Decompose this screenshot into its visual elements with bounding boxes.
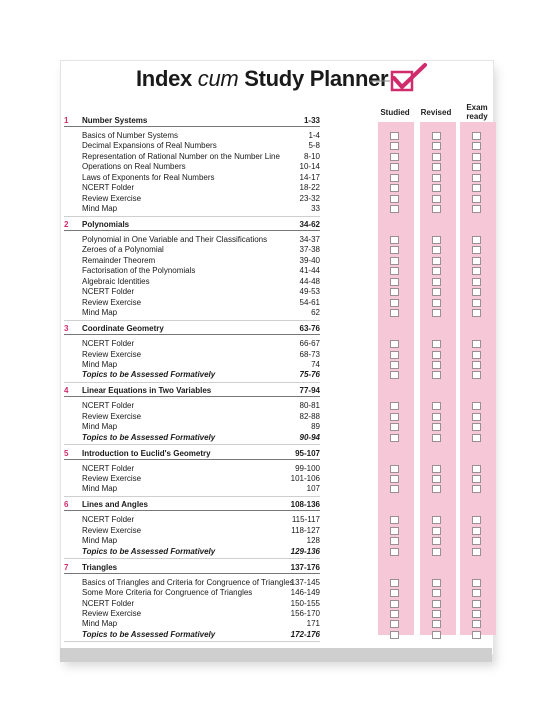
chapter-rule [64, 126, 320, 127]
entry-label: Mind Map [82, 536, 118, 546]
entry-pages: 172-176 [290, 629, 320, 639]
entry-checkbox-studied[interactable] [390, 184, 399, 192]
entry-checkbox-studied[interactable] [390, 475, 399, 483]
entry-checkbox-studied[interactable] [390, 434, 399, 442]
entry-label: NCERT Folder [82, 401, 135, 411]
entry-checkbox-exam-ready[interactable] [472, 132, 481, 140]
entry-pages: 54-61 [299, 297, 320, 307]
entry-label: Operations on Real Numbers [82, 162, 186, 172]
entry-checkbox-exam-ready[interactable] [472, 288, 481, 296]
entry-pages: 1-4 [308, 130, 320, 140]
entry-checkbox-studied[interactable] [390, 516, 399, 524]
entry-checkbox-studied[interactable] [390, 579, 399, 587]
chapter-pages: 108-136 [290, 500, 320, 510]
entry-checkbox-exam-ready[interactable] [472, 299, 481, 307]
entry-checkbox-exam-ready[interactable] [472, 402, 481, 410]
entry-checkbox-studied[interactable] [390, 600, 399, 608]
entry-label: Mind Map [82, 359, 118, 369]
entry-checkbox-revised[interactable] [432, 475, 441, 483]
entry-checkbox-studied[interactable] [390, 465, 399, 473]
entry-label: Basics of Number Systems [82, 130, 179, 140]
entry-checkbox-revised[interactable] [432, 413, 441, 421]
entry-checkbox-revised[interactable] [432, 236, 441, 244]
entry-checkbox-exam-ready[interactable] [472, 371, 481, 379]
chapter-rule [64, 510, 320, 511]
entry-pages: 34-37 [299, 235, 320, 244]
section-divider [64, 558, 320, 559]
checkbox-tick-icon [370, 62, 430, 96]
entry-checkbox-exam-ready[interactable] [472, 423, 481, 431]
entry-checkbox-studied[interactable] [390, 413, 399, 421]
entry-checkbox-revised[interactable] [432, 195, 441, 203]
entry-checkbox-revised[interactable] [432, 174, 441, 182]
entry-label: Topics to be Assessed Formatively [82, 432, 216, 442]
chapter-title: Lines and Angles [82, 500, 148, 510]
chapter-rule [64, 334, 320, 335]
entry-checkbox-revised[interactable] [432, 631, 441, 639]
entry-label: Mind Map [82, 619, 118, 629]
entry-label: Topics to be Assessed Formatively [82, 629, 216, 639]
entry-label: Review Exercise [82, 474, 142, 483]
entry-checkbox-exam-ready[interactable] [472, 195, 481, 203]
entry-pages: 68-73 [299, 349, 320, 359]
entry-checkbox-revised[interactable] [432, 620, 441, 628]
entry-label: NCERT Folder [82, 463, 135, 473]
entry-pages: 41-44 [299, 266, 320, 276]
entry-checkbox-exam-ready[interactable] [472, 361, 481, 369]
entry-checkbox-studied[interactable] [390, 620, 399, 628]
chapter-pages: 95-107 [295, 448, 320, 458]
entry-label: Topics to be Assessed Formatively [82, 370, 216, 380]
entry-checkbox-exam-ready[interactable] [472, 516, 481, 524]
entry-label: Mind Map [82, 204, 118, 214]
section-divider [64, 216, 320, 217]
entry-pages: 10-14 [299, 162, 320, 172]
entry-checkbox-exam-ready[interactable] [472, 620, 481, 628]
entry-checkbox-exam-ready[interactable] [472, 278, 481, 286]
chapter-title: Introduction to Euclid's Geometry [82, 448, 211, 458]
chapter-pages: 1-33 [303, 116, 320, 125]
entry-checkbox-exam-ready[interactable] [472, 153, 481, 161]
entry-checkbox-exam-ready[interactable] [472, 340, 481, 348]
entry-checkbox-exam-ready[interactable] [472, 142, 481, 150]
page-footer-band [60, 648, 492, 662]
chapter-number: 4 [64, 386, 69, 396]
entry-pages: 75-76 [299, 370, 320, 380]
entry-checkbox-exam-ready[interactable] [472, 475, 481, 483]
column-exam-ready: Exam ready [466, 103, 488, 121]
entry-checkbox-exam-ready[interactable] [472, 589, 481, 597]
entry-checkbox-studied[interactable] [390, 153, 399, 161]
entry-label: NCERT Folder [82, 183, 135, 193]
entry-label: Review Exercise [82, 411, 142, 421]
entry-checkbox-studied[interactable] [390, 257, 399, 265]
entry-checkbox-studied[interactable] [390, 278, 399, 286]
entry-checkbox-revised[interactable] [432, 589, 441, 597]
entry-pages: 80-81 [299, 401, 320, 411]
entry-label: NCERT Folder [82, 287, 135, 297]
entry-checkbox-revised[interactable] [432, 351, 441, 359]
entry-checkbox-studied[interactable] [390, 610, 399, 618]
title-cum: cum [197, 66, 239, 91]
title-main: Index [136, 66, 192, 91]
chapter-title: Coordinate Geometry [82, 324, 164, 334]
revised-column-strip [420, 122, 456, 635]
entry-pages: 23-32 [299, 193, 320, 203]
entry-checkbox-revised[interactable] [432, 371, 441, 379]
entry-checkbox-revised[interactable] [432, 610, 441, 618]
entry-checkbox-studied[interactable] [390, 631, 399, 639]
entry-checkbox-revised[interactable] [432, 423, 441, 431]
chapter-title: Triangles [82, 562, 118, 572]
entry-pages: 101-106 [290, 474, 320, 483]
entry-checkbox-studied[interactable] [390, 163, 399, 171]
entry-label: Review Exercise [82, 608, 142, 618]
page-title [136, 66, 388, 92]
entry-pages: 14-17 [299, 172, 320, 182]
entry-label: Mind Map [82, 422, 118, 432]
chapter-rule [64, 396, 320, 397]
entry-pages: 44-48 [299, 276, 320, 286]
entry-checkbox-exam-ready[interactable] [472, 246, 481, 254]
entry-pages: 115-117 [291, 515, 320, 525]
entry-checkbox-revised[interactable] [432, 299, 441, 307]
entry-checkbox-studied[interactable] [390, 340, 399, 348]
entry-pages: 146-149 [290, 588, 320, 598]
entry-label: Mind Map [82, 308, 118, 318]
entry-checkbox-studied[interactable] [390, 423, 399, 431]
exam-ready-column-strip [460, 122, 496, 635]
entry-checkbox-revised[interactable] [432, 278, 441, 286]
chapter-pages: 63-76 [299, 324, 320, 334]
studied-column-strip [378, 122, 414, 635]
chapter-rule [64, 573, 320, 574]
entry-checkbox-exam-ready[interactable] [472, 548, 481, 556]
entry-checkbox-exam-ready[interactable] [472, 236, 481, 244]
entry-checkbox-studied[interactable] [390, 205, 399, 213]
entry-checkbox-exam-ready[interactable] [472, 205, 481, 213]
column-revised: Revised [420, 108, 452, 117]
entry-checkbox-revised[interactable] [432, 142, 441, 150]
entry-checkbox-revised[interactable] [432, 402, 441, 410]
entry-checkbox-revised[interactable] [432, 516, 441, 524]
entry-checkbox-studied[interactable] [390, 361, 399, 369]
entry-checkbox-studied[interactable] [390, 309, 399, 317]
entry-checkbox-revised[interactable] [432, 361, 441, 369]
entry-pages: 74 [311, 359, 320, 369]
entry-checkbox-revised[interactable] [432, 537, 441, 545]
chapter-number: 5 [64, 448, 69, 458]
entry-checkbox-revised[interactable] [432, 340, 441, 348]
chapter-pages: 137-176 [290, 562, 320, 572]
entry-label: Review Exercise [82, 525, 142, 535]
entry-checkbox-revised[interactable] [432, 267, 441, 275]
entry-pages: 156-170 [290, 608, 320, 618]
entry-checkbox-studied[interactable] [390, 267, 399, 275]
entry-checkbox-revised[interactable] [432, 132, 441, 140]
entry-pages: 66-67 [299, 339, 320, 349]
section-divider [64, 320, 320, 321]
section-divider [64, 382, 320, 383]
entry-checkbox-exam-ready[interactable] [472, 465, 481, 473]
chapter-title: Number Systems [82, 116, 148, 125]
entry-pages: 137-145 [290, 577, 320, 587]
chapter-number: 2 [64, 220, 69, 230]
chapter-pages: 77-94 [299, 386, 320, 396]
entry-checkbox-exam-ready[interactable] [472, 631, 481, 639]
entry-checkbox-studied[interactable] [390, 527, 399, 535]
entry-checkbox-exam-ready[interactable] [472, 267, 481, 275]
entry-checkbox-exam-ready[interactable] [472, 413, 481, 421]
entry-checkbox-revised[interactable] [432, 309, 441, 317]
entry-label: Representation of Rational Number on the Number Line [82, 151, 280, 161]
entry-checkbox-studied[interactable] [390, 246, 399, 254]
entry-checkbox-studied[interactable] [390, 174, 399, 182]
entry-pages: 5-8 [308, 141, 320, 151]
entry-label: Some More Criteria for Congruence of Triangles [82, 588, 253, 598]
entry-checkbox-exam-ready[interactable] [472, 257, 481, 265]
entry-label: Zeroes of a Polynomial [82, 245, 164, 255]
entry-checkbox-studied[interactable] [390, 548, 399, 556]
entry-label: NCERT Folder [82, 515, 135, 525]
entry-label: Remainder Theorem [82, 255, 156, 265]
section-divider [64, 641, 320, 642]
title-rest: Study Planner [244, 66, 389, 91]
entry-label: Factorisation of the Polynomials [82, 266, 196, 276]
entry-checkbox-exam-ready[interactable] [472, 579, 481, 587]
entry-checkbox-revised[interactable] [432, 434, 441, 442]
entry-label: Polynomial in One Variable and Their Classifications [82, 235, 268, 244]
entry-pages: 39-40 [299, 255, 320, 265]
entry-label: NCERT Folder [82, 339, 135, 349]
entry-checkbox-revised[interactable] [432, 579, 441, 587]
entry-checkbox-exam-ready[interactable] [472, 537, 481, 545]
entry-checkbox-studied[interactable] [390, 132, 399, 140]
entry-checkbox-revised[interactable] [432, 600, 441, 608]
chapter-title: Polynomials [82, 220, 130, 230]
entry-checkbox-revised[interactable] [432, 288, 441, 296]
entry-checkbox-studied[interactable] [390, 589, 399, 597]
entry-checkbox-studied[interactable] [390, 351, 399, 359]
entry-checkbox-exam-ready[interactable] [472, 174, 481, 182]
entry-checkbox-exam-ready[interactable] [472, 163, 481, 171]
entry-checkbox-revised[interactable] [432, 257, 441, 265]
entry-checkbox-exam-ready[interactable] [472, 351, 481, 359]
entry-checkbox-studied[interactable] [390, 402, 399, 410]
chapter-rule [64, 459, 320, 460]
entry-checkbox-revised[interactable] [432, 184, 441, 192]
entry-pages: 99-100 [295, 463, 320, 473]
entry-checkbox-revised[interactable] [432, 465, 441, 473]
entry-pages: 62 [311, 308, 320, 318]
entry-pages: 118-127 [291, 525, 320, 535]
entry-checkbox-exam-ready[interactable] [472, 184, 481, 192]
entry-checkbox-revised[interactable] [432, 153, 441, 161]
entry-checkbox-revised[interactable] [432, 485, 441, 493]
entry-checkbox-studied[interactable] [390, 485, 399, 493]
entry-pages: 90-94 [299, 432, 320, 442]
entry-label: Decimal Expansions of Real Numbers [82, 141, 217, 151]
chapter-rule [64, 230, 320, 231]
entry-label: Mind Map [82, 484, 118, 494]
entry-checkbox-studied[interactable] [390, 236, 399, 244]
chapter-number: 3 [64, 324, 69, 334]
entry-pages: 82-88 [299, 411, 320, 421]
entry-checkbox-exam-ready[interactable] [472, 610, 481, 618]
entry-checkbox-revised[interactable] [432, 527, 441, 535]
entry-pages: 128 [306, 536, 320, 546]
entry-pages: 150-155 [290, 598, 320, 608]
entry-pages: 18-22 [299, 183, 320, 193]
chapter-number: 7 [64, 562, 69, 572]
chapter-pages: 34-62 [299, 220, 320, 230]
entry-pages: 89 [311, 422, 320, 432]
entry-checkbox-revised[interactable] [432, 548, 441, 556]
section-divider [64, 496, 320, 497]
entry-checkbox-revised[interactable] [432, 205, 441, 213]
chapter-title: Linear Equations in Two Variables [82, 386, 212, 396]
section-divider [64, 444, 320, 445]
chapter-number: 6 [64, 500, 69, 510]
entry-checkbox-studied[interactable] [390, 537, 399, 545]
entry-label: Topics to be Assessed Formatively [82, 546, 216, 556]
entry-pages: 171 [306, 619, 320, 629]
entry-label: Review Exercise [82, 349, 142, 359]
entry-checkbox-studied[interactable] [390, 142, 399, 150]
entry-pages: 37-38 [299, 245, 320, 255]
entry-pages: 49-53 [299, 287, 320, 297]
entry-pages: 33 [311, 204, 320, 214]
entry-label: NCERT Folder [82, 598, 135, 608]
entry-checkbox-revised[interactable] [432, 246, 441, 254]
entry-label: Review Exercise [82, 193, 142, 203]
entry-checkbox-exam-ready[interactable] [472, 600, 481, 608]
entry-checkbox-studied[interactable] [390, 371, 399, 379]
entry-pages: 8-10 [303, 151, 320, 161]
entry-checkbox-revised[interactable] [432, 163, 441, 171]
entry-checkbox-exam-ready[interactable] [472, 434, 481, 442]
entry-label: Review Exercise [82, 297, 142, 307]
entry-label: Algebraic Identities [82, 276, 150, 286]
entry-label: Laws of Exponents for Real Numbers [82, 172, 215, 182]
entry-checkbox-studied[interactable] [390, 299, 399, 307]
entry-checkbox-studied[interactable] [390, 288, 399, 296]
column-studied: Studied [380, 108, 410, 117]
entry-pages: 107 [306, 484, 320, 494]
entry-checkbox-exam-ready[interactable] [472, 527, 481, 535]
entry-pages: 129-136 [290, 546, 320, 556]
entry-label: Basics of Triangles and Criteria for Congruence of Triangles [82, 577, 294, 587]
chapter-number: 1 [64, 116, 69, 125]
entry-checkbox-exam-ready[interactable] [472, 309, 481, 317]
entry-checkbox-studied[interactable] [390, 195, 399, 203]
entry-checkbox-exam-ready[interactable] [472, 485, 481, 493]
